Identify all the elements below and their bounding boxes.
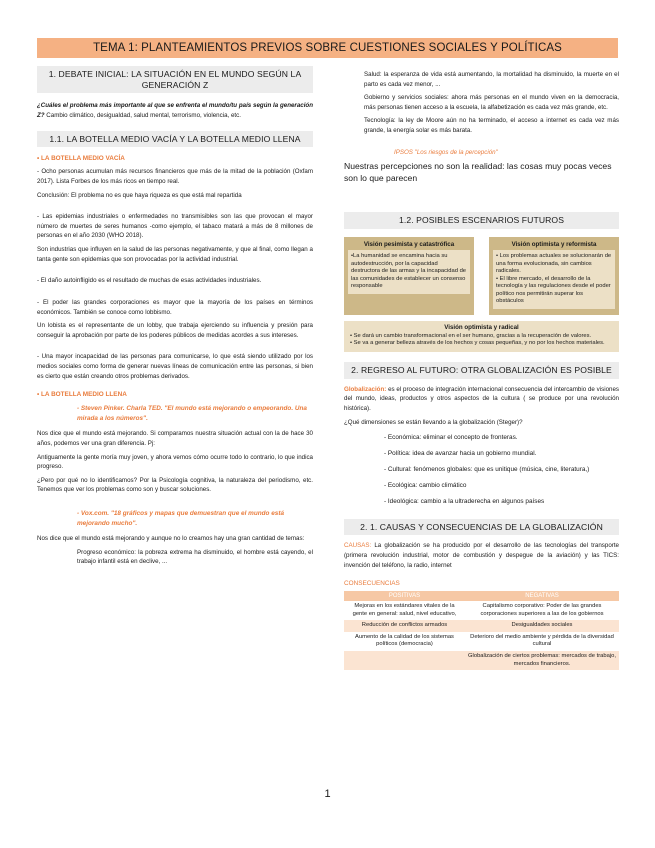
table-row [344,601,619,620]
scenario-item: • Se dará un cambio transformacional en el ser humano, gracias a la recuperación de valores. [350,332,592,339]
table-cell: Globalización de ciertos problemas: mercados de trabajo, mercados financieros. [465,651,619,670]
section-heading-scenarios: 1.2. POSIBLES ESCENARIOS FUTUROS [344,212,619,229]
ipsos-label: IPSOS "Los riesgos de la percepción" [394,148,498,156]
globalization-definition [344,385,619,414]
dimension-item: - Económica: eliminar el concepto de fronteras. [384,434,518,442]
table-row [344,651,619,670]
intro-paragraph [37,101,313,120]
paragraph: Nos dice que el mundo está mejorando y aunque no lo creamos hay una gran cantidad de temas: [37,535,305,543]
section-heading-debate: 1. DEBATE INICIAL: LA SITUACIÓN EN EL MUNDO SEGÚN LA GENERACIÓN Z [37,66,313,93]
document-title-bar [37,38,618,58]
scenario-body [493,250,615,309]
section-heading-causas: 2. 1. CAUSAS Y CONSECUENCIAS DE LA GLOBALIZACIÓN [344,519,619,536]
scenario-title: Visión pesimista y catastrófica [363,241,455,249]
paragraph: Antiguamente la gente moría muy joven, y ahora vemos cómo ocurre todo lo contrario, lo que indica progreso. [37,453,313,471]
paragraph: Salud: la esperanza de vida está aumentando, la mortalidad ha disminuido, la muerte en el parto es cada vez menor, ... [364,71,619,88]
term-globalizacion: Globalización: [344,385,387,393]
paragraph: Progreso económico: la pobreza extrema ha disminuido, el hombre está cayendo, el trabajo infantil está en declive, ... [77,548,313,566]
table-cell: Deterioro del medio ambiente y pérdida de la diversidad cultural [465,632,619,651]
causes-text: La globalización se ha producido por el desarrollo de las tecnologías del transporte (primera revolución industrial, motor de combustión y despegue de la aviación) y las TICS: invención del teléfono, la radio, internet [344,542,619,569]
paragraph: Son industrias que influyen en la salud de las personas negativamente, y que al final, como llegan a tanta gente son epidemias que son provocadas por la actividad industrial. [37,246,313,263]
subheading-half-empty: • LA BOTELLA MEDIO VACÍA [37,155,125,163]
scenario-body [348,250,470,294]
paragraph: - El poder las grandes corporaciones es mayor que la mayoría de los países en términos económicos. También se conoce como lobbismo. [37,298,313,316]
right-column [344,70,619,670]
quote-vox: - Vox.com. "18 gráficos y mapas que demuestran que el mundo está mejorando mucho". [77,510,284,527]
page-number: 1 [324,788,331,800]
paragraph: Gobierno y servicios sociales: ahora más personas en el mundo viven en la democracia, más personas tienen acceso a la escuela, la alfabetización es cada vez más grande, etc. [364,94,619,111]
table-header-negative: NEGATIVAS [465,591,619,601]
paragraph: Conclusión: El problema no es que haya riqueza es que está mal repartida [37,191,242,199]
scenario-item: • Se va a generar belleza através de los hechos y cosas pequeñas, y no por los hechos materiales. [350,340,605,347]
dimension-item: - Ideológica: cambio a la ultraderecha en algunos países [384,497,545,505]
subheading-half-full: • LA BOTELLA MEDIO LLENA [37,391,127,399]
intro-answer: Cambio climático, desigualdad, salud mental, terrorismo, violencia, etc. [44,112,241,120]
scenarios-row [344,237,619,315]
ipsos-reference [344,148,619,158]
scenario-title: Visión optimista y radical [444,323,519,331]
table-row [344,632,619,651]
dimension-item: - Política: idea de avanzar hacia un gobierno mundial. [384,450,537,458]
consequences-table [344,591,619,670]
paragraph: ¿Pero por qué no lo identificamos? Por la Psicología cognitiva, la naturaleza del periodismo, etc. Tenemos que ver los problemas como son y buscar soluciones. [37,476,313,494]
table-cell: Capitalismo corporativo: Poder de las grandes corporaciones superiores a las de los gobiernos [465,601,619,620]
paragraph: Tecnología: la ley de Moore aún no ha terminado, el acceso a internet es cada vez más grande, la energía solar es más barata. [364,117,619,135]
table-row [344,620,619,632]
paragraph: Un lobista es el representante de un lobby, que trabaja ejerciendo su influencia y presión para conseguir la aprobación por parte de los poderes públicos de medidas acordes a sus intereses. [37,322,313,339]
table-header-positive: POSITIVAS [344,591,465,601]
scenario-pessimistic [344,237,474,315]
causes-paragraph [344,541,619,570]
perception-statement: Nuestras percepciones no son la realidad: las cosas muy pocas veces son lo que parecen [344,161,612,183]
document-title: TEMA 1: PLANTEAMIENTOS PREVIOS SOBRE CUESTIONES SOCIALES Y POLÍTICAS [93,42,562,54]
table-cell: Reducción de conflictos armados [344,620,465,632]
section-heading-globalizacion: 2. REGRESO AL FUTURO: OTRA GLOBALIZACIÓN ES POSIBLE [344,362,619,379]
consequences-label: CONSECUENCIAS [344,580,400,588]
paragraph: - Ocho personas acumulan más recursos financieros que más de la mitad de la población (Oxfam 2017). Lista Forbes de los más ricos en tiempo real. [37,168,313,186]
table-cell [344,651,465,670]
paragraph: - El daño autoinfligido es el resultado de muchas de esas actividades industriales. [37,277,262,285]
section-heading-botella: 1.1. LA BOTELLA MEDIO VACÍA Y LA BOTELLA MEDIO LLENA [37,131,313,148]
intro-question: ¿Cuáles el problema más importante al que se enfrenta el mundo/tu país según la generación Z? [37,102,313,120]
table-cell: Aumento de la calidad de los sistemas políticos (democracia) [344,632,465,651]
scenario-item: • Los problemas actuales se solucionarán de una forma evolucionada, sin cambios radicales. [496,253,612,275]
term-causas: CAUSAS: [344,542,372,550]
scenario-reformist [489,237,619,315]
left-column [37,66,313,567]
dimension-item: - Cultural: fenómenos globales: que es unitique (música, cine, literatura,) [384,465,590,473]
scenario-title: Visión optimista y reformista [511,241,597,249]
paragraph: - Una mayor incapacidad de las personas para comunicarse, lo que está siendo utilizado por los medios sociales como forma de generar nuevas líneas de comunicación entre las personas, si bien es cierto que están creando otros problemas derivados. [37,353,313,380]
paragraph: - Las epidemias industriales o enfermedades no transmisibles son las que provocan el mayor número de muertes de seres humanos -como ejemplo, el tabaco matará a más de 8 millones de personas en el año 2030 (WHO 2018). [37,213,313,240]
scenario-item: • El libre mercado, el desarrollo de la tecnología y las regulaciones desde el poder político nos permitirán superar los obstáculos [496,275,611,305]
table-cell: Desigualdades sociales [465,620,619,632]
quote-pinker: - Steven Pinker. Charla TED. "El mundo está mejorando o empeorando. Una mirada a los números". [77,405,307,422]
paragraph: Nos dice que el mundo está mejorando. Si comparamos nuestra situación actual con la de hace 30 años, podemos ver una gran diferencia. Pj: [37,430,313,447]
definition-text: es el proceso de integración internacional consecuencia del intercambio de visiones del mundo, ideas, productos y otros aspectos de la cultura ( se produce por una revolución histórica). [344,385,619,412]
dimensions-question: ¿Qué dimensiones se están llevando a la globalización (Steger)? [344,418,523,426]
scenario-item: •La humanidad se encamina hacia su autodestrucción, por la capacidad destructora de las armas y la incapacidad de las comunidades de establecer un consenso responsable [351,253,467,290]
dimension-item: - Ecológica: cambio climático [384,481,467,489]
scenario-radical [344,321,619,352]
table-cell: Mejoras en los estándares vitales de la gente en general: salud, nivel educativo, [344,601,465,620]
